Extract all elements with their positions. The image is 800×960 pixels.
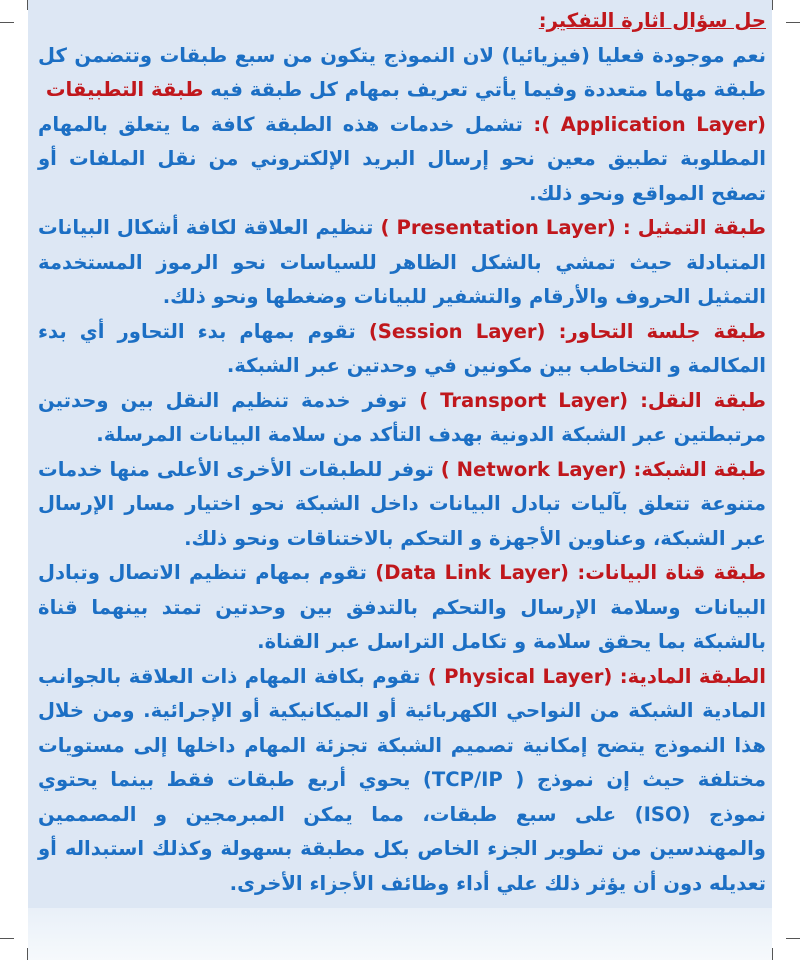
layer-description: توفر خدمة تنظيم النقل بين وحدتين مرتبطتين عبر الشبكة الدونية بهدف التأكد من سلامة البيانات المرسلة.	[38, 388, 766, 446]
layer-english-name: ( Presentation Layer)	[380, 216, 616, 239]
layer-description: تقوم بمهام تنظيم الاتصال وتبادل البيانات وسلامة الإرسال والتحكم بالتدفق بين وحدتين تمتد بينهما قناة بالشبكة بما يحقق سلامة و تكامل التراسل عبر القناة.	[38, 561, 766, 653]
page-bottom-strip	[28, 908, 772, 960]
layer-description: تنظيم العلاقة لكافة أشكال البيانات المتبادلة حيث تمشي بالشكل الظاهر للسياسات نحو الرموز المستخدمة التمثيل الحروف والأرقام والتشفير للبيانات وضغطها ونحو ذلك.	[38, 216, 766, 308]
layer-physical	[38, 660, 766, 902]
layer-application	[38, 108, 766, 212]
layer-arabic-name: طبقة التمثيل :	[622, 216, 766, 239]
layer-session	[38, 315, 766, 384]
crop-mark-bottom-right	[786, 938, 800, 939]
intro-paragraph	[38, 39, 766, 108]
layer-suffix: :	[533, 112, 542, 136]
answer-text	[38, 4, 766, 901]
crop-mark-bottom-left-vertical	[27, 948, 28, 960]
layer-english-name: ( Transport Layer)	[419, 388, 629, 412]
layer-data-link	[38, 556, 766, 660]
page-heading: حل سؤال اثارة التفكير:	[538, 9, 766, 32]
layer-english-name: ( Physical Layer)	[427, 664, 613, 688]
layer-english-name: ( Network Layer)	[440, 457, 627, 481]
layer-presentation	[38, 211, 766, 315]
layer-description: تقوم بمهام بدء التحاور أي بدء المكالمة و التخاطب بين مكونين في وحدتين عبر الشبكة.	[38, 319, 766, 377]
layer-english-name: (Data Link Layer)	[375, 561, 570, 584]
layer-transport	[38, 384, 766, 453]
layer-english-name: ( Application Layer)	[541, 112, 766, 136]
crop-mark-top-left-vertical	[27, 0, 28, 10]
layer-description: تقوم بكافة المهام ذات العلاقة بالجوانب المادية الشبكة من النواحي الكهربائية أو الميكانيكية أو الإجرائية. ومن خلال هذا النموذج يتضح إمكانية تصميم الشبكة تجزئة المهام داخلها إلى مستويات مختلفة حيث إن نموذج ( TCP/IP) يحوي أربع طبقات فقط بينما يحتوي نموذج (ISO) على سبع طبقات، مما يمكن المبرمجين و المصممين والمهندسين من تطوير الجزء الخاص بكل مطبقة بسهولة وكذلك استبداله أو تعديله دون أن يؤثر ذلك علي أداء وظائف الأجزاء الأخرى.	[38, 664, 766, 895]
layer-english-name: (Session Layer)	[368, 319, 546, 343]
crop-mark-top-left	[0, 22, 14, 23]
layer-description: تشمل خدمات هذه الطبقة كافة ما يتعلق بالمهام المطلوبة تطبيق معين نحو إرسال البريد الإلكتروني من نقل الملفات أو تصفح المواقع ونحو ذلك.	[38, 112, 766, 205]
intro-text: نعم موجودة فعليا (فيزيائيا) لان النموذج يتكون من سبع طبقات وتتضمن كل طبقة مهاما متعددة وفيما يأتي تعريف بمهام كل طبقة فيه	[38, 43, 766, 101]
crop-mark-top-right-vertical	[772, 0, 773, 10]
intro-highlight: طبقة التطبيقات	[45, 78, 204, 101]
layer-arabic-name: طبقة النقل:	[640, 388, 767, 412]
layer-description: توفر للطبقات الأخرى الأعلى منها خدمات متنوعة تتعلق بآليات تبادل البيانات داخل الشبكة نحو اختيار مسار الإرسال عبر الشبكة، وعناوين الأجهزة و التحكم بالاختناقات ونحو ذلك.	[38, 457, 766, 550]
layer-arabic-name: طبقة قناة البيانات:	[577, 561, 767, 584]
heading-line	[38, 4, 766, 39]
layer-network	[38, 453, 766, 557]
layer-arabic-name: الطبقة المادية:	[619, 664, 767, 688]
crop-mark-bottom-left	[0, 938, 14, 939]
layer-arabic-name: طبقة جلسة التحاور:	[558, 319, 766, 343]
layer-arabic-name: طبقة الشبكة:	[633, 457, 767, 481]
crop-mark-bottom-right-vertical	[772, 948, 773, 960]
crop-mark-top-right	[786, 22, 800, 23]
